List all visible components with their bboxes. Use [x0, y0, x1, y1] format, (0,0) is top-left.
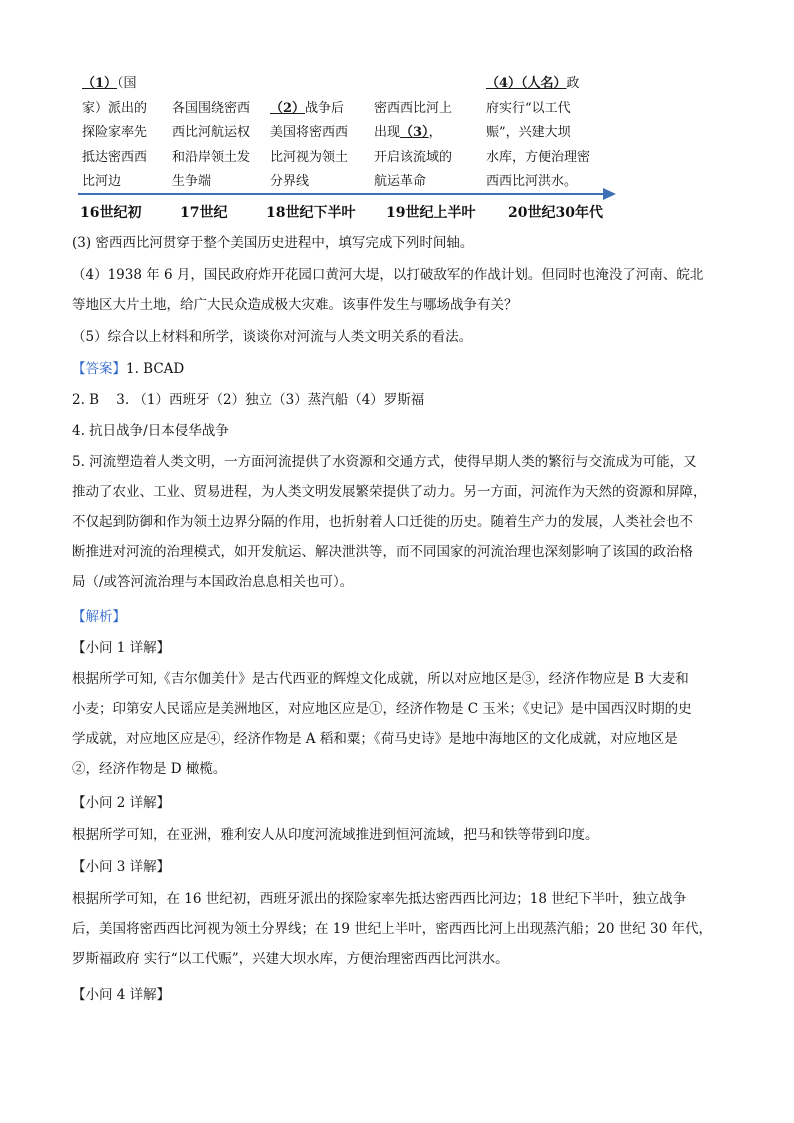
timeline-blank: （3）	[400, 125, 429, 140]
analysis-sub-1-line: 根据所学可知,《吉尔伽美什》是古代西亚的辉煌文化成就，所以对应地区是③，经济作物应是 B 大麦和	[72, 671, 689, 687]
timeline-text: 西西比河洪水。	[486, 174, 578, 189]
timeline-text-line	[270, 170, 378, 195]
answer-3-text: 3. （1）西班牙（2）独立（3）蒸汽船（4）罗斯福	[116, 392, 425, 408]
timeline-text: 密西西比河上	[374, 100, 453, 116]
timeline-text-line	[374, 170, 482, 195]
timeline-text: 探险家率先	[82, 125, 148, 140]
answer-5-line: 局（/或答河流治理与本国政治息息相关也可）。	[72, 574, 354, 590]
timeline-text-line	[172, 121, 280, 146]
timeline-text: 开启该流域的	[374, 149, 453, 165]
timeline-text: 战争后	[305, 100, 345, 116]
timeline-tick: 18世纪下半叶	[266, 205, 356, 221]
analysis-sub-4-title: 【小问 4 详解】	[72, 987, 171, 1003]
timeline-text-line	[270, 121, 378, 146]
answer-1-text: 1. BCAD	[126, 361, 185, 377]
timeline-blank: （1）	[82, 76, 118, 91]
timeline-column-3	[270, 72, 378, 195]
timeline-text: 抵达密西西	[82, 149, 148, 165]
timeline-text-line	[374, 146, 482, 171]
timeline-text: 水库，方便治理密	[486, 149, 591, 165]
timeline-text-line	[172, 97, 280, 122]
timeline-text-line	[486, 97, 616, 122]
timeline-text: 分界线	[270, 174, 310, 189]
timeline-text: 美国将密西西	[270, 125, 349, 140]
timeline-text-line	[172, 146, 280, 171]
timeline-text-line	[374, 72, 482, 97]
question-4	[72, 260, 722, 320]
question-5: （5）综合以上材料和所学，谈谈你对河流与人类文明关系的看法。	[72, 329, 473, 345]
timeline-text-line	[486, 170, 616, 195]
timeline-tick: 16世纪初	[80, 205, 142, 221]
timeline-text-line	[172, 72, 280, 97]
timeline-text: 航运革命	[374, 174, 427, 189]
answer-2-3	[72, 385, 722, 415]
timeline-text: 各国围绕密西	[172, 100, 251, 116]
timeline-text-line	[486, 121, 616, 146]
analysis-sub-2-title: 【小问 2 详解】	[72, 795, 171, 811]
analysis-tag: 【解析】	[72, 609, 126, 625]
answer-5-line: 断推进对河流的治理模式，如开发航运、解决泄洪等，而不同国家的河流治理也深刻影响了该国的政治格	[72, 544, 693, 560]
timeline-text: （国	[117, 76, 137, 91]
timeline-blank: （4）（人名）	[486, 76, 567, 91]
answer-5-line: 5. 河流塑造着人类文明，一方面河流提供了水资源和交通方式，使得早期人类的繁衍与交流成为可能，又	[72, 454, 697, 470]
timeline-text: 家）派出的	[82, 100, 148, 116]
analysis-sub-3-line: 根据所学可知，在 16 世纪初，西班牙派出的探险家率先抵达密西西比河边；18 世纪下半叶，独立战争	[72, 891, 687, 907]
answer-5-line: 推动了农业、工业、贸易进程，为人类文明发展繁荣提供了动力。另一方面，河流作为天然的资源和屏障，	[72, 484, 707, 500]
timeline-text-line	[486, 72, 616, 97]
analysis-sub-3-line: 后，美国将密西西比河视为领土分界线；在 19 世纪上半叶，密西西比河上出现蒸汽船；20 世纪 30 年代，	[72, 921, 712, 937]
timeline-text-line	[270, 72, 378, 97]
timeline-text-line	[486, 146, 616, 171]
answer-4: 4. 抗日战争/日本侵华战争	[72, 423, 229, 439]
timeline-text: ，	[428, 125, 442, 140]
timeline-blank: （2）	[270, 100, 306, 116]
timeline-tick: 20世纪30年代	[508, 205, 603, 221]
answer-2-text: 2. B	[72, 392, 100, 408]
analysis-sub-3	[72, 884, 722, 974]
answer-tag: 【答案】	[72, 361, 126, 377]
timeline-text: 比河边	[82, 174, 122, 189]
analysis-sub-1-line: ②，经济作物是 D 橄榄。	[72, 761, 227, 777]
analysis-header	[72, 602, 722, 632]
timeline-text: 出现	[374, 125, 401, 140]
timeline-text: 西比河航运权	[172, 125, 251, 140]
timeline-text: 生争端	[172, 174, 212, 189]
analysis-sub-1-line: 学成就，对应地区应是④，经济作物是 A 稻和粟；《荷马史诗》是地中海地区的文化成就，对应地区是	[72, 731, 678, 747]
question-4-line: 等地区大片土地，给广大民众造成极大灾难。该事件发生与哪场战争有关？	[72, 297, 518, 313]
analysis-sub-1-line: 小麦；印第安人民谣应是美洲地区，对应地区应是①，经济作物是 C 玉米；《史记》是中国西汉时期的史	[72, 701, 692, 717]
answer-5	[72, 447, 722, 597]
timeline-text: 府实行“以工代	[486, 100, 571, 116]
timeline-column-2	[172, 72, 280, 195]
analysis-sub-1-title: 【小问 1 详解】	[72, 640, 171, 656]
timeline-column-5	[486, 72, 616, 195]
question-4-line: （4）1938 年 6 月，国民政府炸开花园口黄河大堤，以打破敌军的作战计划。但同时也淹没了河南、皖北	[72, 267, 704, 283]
answer-5-line: 不仅起到防御和作为领土边界分隔的作用，也折射着人口迁徙的历史。随着生产力的发展，人类社会也不	[72, 514, 693, 530]
timeline-axis	[78, 193, 606, 195]
timeline-text: 比河视为领土	[270, 149, 349, 165]
analysis-sub-3-line: 罗斯福政府 实行“以工代赈”，兴建大坝水库，方便治理密西西比河洪水。	[72, 951, 509, 967]
timeline-text-line	[374, 97, 482, 122]
answer-1	[72, 354, 722, 384]
question-3: (3) 密西西比河贯穿于整个美国历史进程中，填写完成下列时间轴。	[72, 235, 474, 251]
timeline-column-4	[374, 72, 482, 195]
timeline-text-line	[270, 146, 378, 171]
timeline-text: 赈”，兴建大坝	[486, 125, 571, 140]
timeline-text-line	[374, 121, 482, 146]
timeline-text-line	[172, 170, 280, 195]
timeline-arrow-icon	[603, 188, 616, 200]
timeline-text: 和沿岸领土发	[172, 149, 251, 165]
timeline-tick: 19世纪上半叶	[386, 205, 476, 221]
timeline-text-line	[270, 97, 378, 122]
timeline-text: 政	[566, 76, 580, 91]
analysis-sub-3-title: 【小问 3 详解】	[72, 859, 171, 875]
timeline-tick: 17世纪	[180, 205, 228, 221]
analysis-sub-1	[72, 664, 722, 784]
analysis-sub-2: 根据所学可知，在亚洲，雅利安人从印度河流域推进到恒河流域，把马和铁等带到印度。	[72, 827, 599, 843]
